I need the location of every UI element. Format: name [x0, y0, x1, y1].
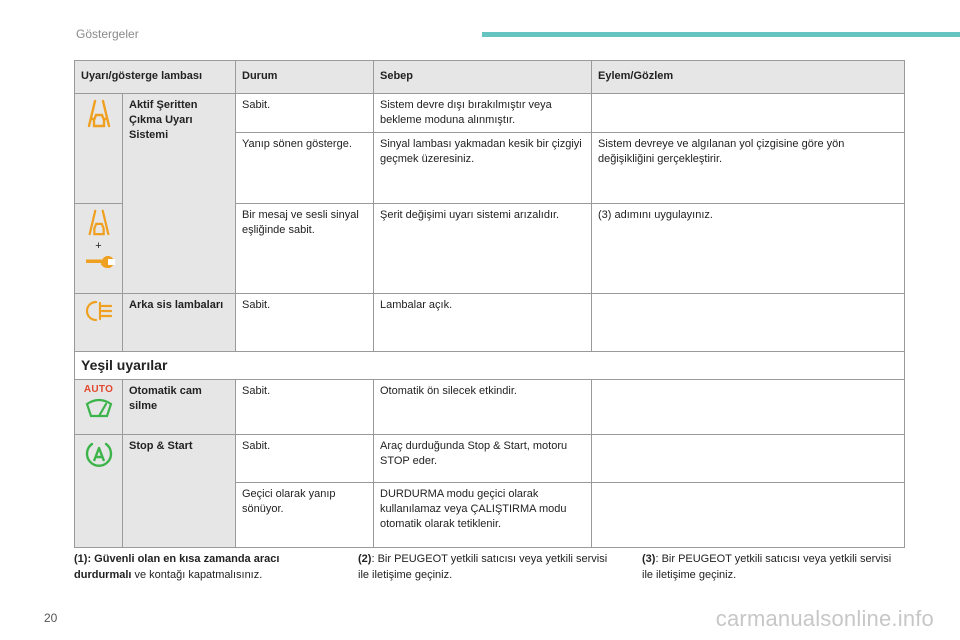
- cause-cell: Şerit değişimi uyarı sistemi arızalıdır.: [374, 204, 592, 294]
- stop-start-icon-cell: [75, 435, 123, 548]
- header-action: Eylem/Gözlem: [592, 61, 905, 94]
- action-cell: [592, 294, 905, 352]
- table-row: [75, 294, 905, 352]
- wiper-name: Otomatik cam silme: [123, 380, 236, 435]
- lane-warning-name: Aktif Şeritten Çıkma Uyarı Sistemi: [123, 94, 236, 294]
- auto-label: AUTO: [83, 384, 114, 395]
- lane-fault-icon-cell: [75, 204, 123, 294]
- fog-icon-cell: [75, 294, 123, 352]
- status-cell: Sabit.: [236, 94, 374, 133]
- table-header-row: [75, 61, 905, 94]
- table-row: [75, 380, 905, 435]
- status-cell: Sabit.: [236, 380, 374, 435]
- fog-lamp-name: Arka sis lambaları: [123, 294, 236, 352]
- lane-departure-warning-icon: [83, 98, 115, 130]
- stop-start-icon: [84, 439, 114, 469]
- cause-cell: Sistem devre dışı bırakılmıştır veya bekleme moduna alınmıştır.: [374, 94, 592, 133]
- cause-cell: Lambalar açık.: [374, 294, 592, 352]
- status-cell: Sabit.: [236, 294, 374, 352]
- footnote-3-ref: (3): [642, 553, 656, 565]
- action-cell: [592, 94, 905, 133]
- stop-start-name: Stop & Start: [123, 435, 236, 548]
- lane-warning-icon-cell: [75, 94, 123, 204]
- header-lamp: Uyarı/gösterge lambası: [75, 61, 236, 94]
- header-status: Durum: [236, 61, 374, 94]
- plus-sign: +: [95, 240, 102, 252]
- cause-cell: Sinyal lambası yakmadan kesik bir çizgiyi geçmek üzeresiniz.: [374, 133, 592, 204]
- footnote-1-ref: (1): [74, 553, 88, 565]
- action-cell: [592, 483, 905, 548]
- status-cell: Geçici olarak yanıp sönüyor.: [236, 483, 374, 548]
- header-cause: Sebep: [374, 61, 592, 94]
- section-row: [75, 352, 905, 380]
- action-cell: [592, 435, 905, 483]
- green-warnings-heading: Yeşil uyarılar: [75, 352, 905, 380]
- cause-cell: Otomatik ön silecek etkindir.: [374, 380, 592, 435]
- header-accent-bar: [482, 32, 960, 37]
- footnote-2-ref: (2): [358, 553, 372, 565]
- auto-wiper-icon: [84, 396, 114, 418]
- cause-cell: Araç durduğunda Stop & Start, motoru STOP eder.: [374, 435, 592, 483]
- footnote-1-bold: : Güvenli olan en kısa zamanda aracı durdurmalı: [74, 553, 280, 581]
- table-row: [75, 94, 905, 133]
- action-cell: Sistem devreye ve algılanan yol çizgisine göre yön değişikliğini gerçekleştirir.: [592, 133, 905, 204]
- status-cell: Sabit.: [236, 435, 374, 483]
- warning-lamps-table: [74, 60, 905, 548]
- footnote-3: [642, 551, 902, 583]
- table-row: [75, 435, 905, 483]
- footnote-3-text: : Bir PEUGEOT yetkili satıcısı veya yetkili servisi ile iletişime geçiniz.: [642, 553, 892, 581]
- footnote-1: [74, 551, 334, 583]
- page-number: 20: [44, 611, 58, 625]
- rear-fog-light-icon: [84, 298, 114, 324]
- footnote-2-text: : Bir PEUGEOT yetkili satıcısı veya yetkili servisi ile iletişime geçiniz.: [358, 553, 608, 581]
- cause-cell: DURDURMA modu geçici olarak kullanılamaz veya ÇALIŞTIRMA modu otomatik olarak tetiklenir.: [374, 483, 592, 548]
- wrench-icon: [83, 254, 115, 270]
- page-header-title: Göstergeler: [76, 27, 139, 41]
- lane-departure-warning-icon: [84, 208, 114, 236]
- action-cell: [592, 380, 905, 435]
- footnote-2: [358, 551, 618, 583]
- footnote-1-text: ve kontağı kapatmalısınız.: [131, 569, 263, 581]
- action-cell: (3) adımını uygulayınız.: [592, 204, 905, 294]
- wiper-icon-cell: [75, 380, 123, 435]
- status-cell: Bir mesaj ve sesli sinyal eşliğinde sabit.: [236, 204, 374, 294]
- watermark: carmanualsonline.info: [715, 606, 934, 631]
- status-cell: Yanıp sönen gösterge.: [236, 133, 374, 204]
